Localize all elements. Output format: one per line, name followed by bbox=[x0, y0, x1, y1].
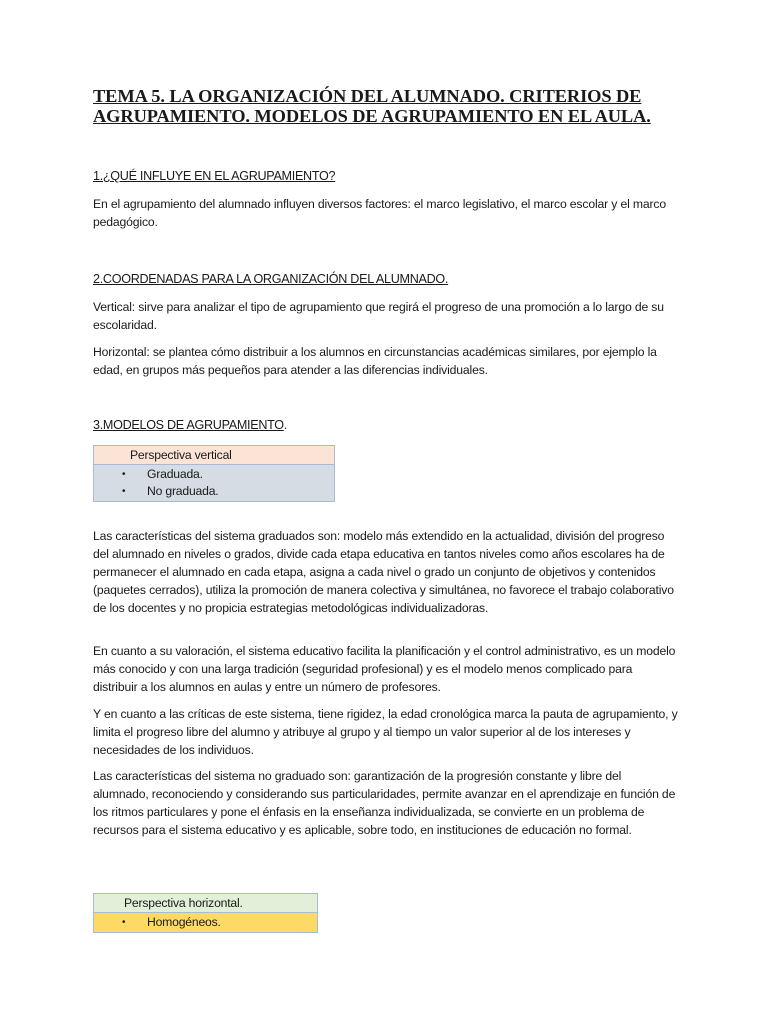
vertical-table-body bbox=[94, 465, 335, 502]
document-title: TEMA 5. LA ORGANIZACIÓN DEL ALUMNADO. CRITERIOS DE AGRUPAMIENTO. MODELOS DE AGRUPAMIENTO EN EL AULA. bbox=[93, 86, 651, 126]
section-3-heading bbox=[93, 418, 287, 432]
vertical-table-list bbox=[94, 466, 334, 500]
list-item-label: Homogéneos. bbox=[147, 915, 221, 929]
section-3-heading-text: 3.MODELOS DE AGRUPAMIENTO bbox=[93, 418, 284, 432]
section-3-heading-suffix: . bbox=[283, 418, 287, 432]
section-2-heading: 2.COORDENADAS PARA LA ORGANIZACIÓN DEL ALUMNADO. bbox=[93, 272, 449, 286]
horizontal-table-body bbox=[94, 913, 318, 933]
horizontal-table-header: Perspectiva horizontal. bbox=[94, 894, 318, 913]
section-2-paragraph-vertical: Vertical: sirve para analizar el tipo de agrupamiento que regirá el progreso de una promoción a lo largo de su escolaridad. bbox=[93, 300, 664, 332]
horizontal-table-list bbox=[94, 914, 317, 931]
list-item bbox=[94, 914, 317, 931]
list-item bbox=[94, 483, 334, 500]
list-item-label: Graduada. bbox=[147, 467, 203, 481]
vertical-table-header: Perspectiva vertical bbox=[94, 446, 335, 465]
bullet-icon: • bbox=[122, 469, 126, 480]
section-1-paragraph: En el agrupamiento del alumnado influyen diversos factores: el marco legislativo, el marco escolar y el marco pedagógico. bbox=[93, 197, 666, 229]
list-item-label: No graduada. bbox=[147, 484, 219, 498]
section-2-paragraph-horizontal: Horizontal: se plantea cómo distribuir a los alumnos en circunstancias académicas similares, por ejemplo la edad, en grupos más pequeños para atender a las diferencias individuales. bbox=[93, 345, 657, 377]
section-3-paragraph-4: Las características del sistema no graduado son: garantización de la progresión constante y libre del alumnado, reconociendo y considerando sus particularidades, permite avanzar en el aprendizaje en función de los ritmos particulares y pone el énfasis en la enseñanza individualizada, se convierte en un problema de recursos para el sistema educativo y es aplicable, sobre todo, en instituciones de educación no formal. bbox=[93, 769, 676, 837]
section-3-paragraph-2: En cuanto a su valoración, el sistema educativo facilita la planificación y el control administrativo, es un modelo más conocido y con una larga tradición (seguridad profesional) y es el modelo menos complicado para distribuir a los alumnos en aulas y entre un número de profesores. bbox=[93, 644, 676, 694]
bullet-icon: • bbox=[122, 917, 126, 928]
section-1-heading: 1.¿QUÉ INFLUYE EN EL AGRUPAMIENTO? bbox=[93, 169, 336, 183]
list-item bbox=[94, 466, 334, 483]
section-3-paragraph-1: Las características del sistema graduados son: modelo más extendido en la actualidad, división del progreso del alumnado en niveles o grados, divide cada etapa educativa en tantos niveles como años escolares ha de permanecer el alumnado en cada etapa, asigna a cada nivel o grado un conjunto de objetivos y contenidos (paquetes cerrados), utiliza la promoción de manera colectiva y simultánea, no favorece el trabajo colaborativo de los docentes y no propicia estrategias metodológicas individualizadoras. bbox=[93, 529, 674, 615]
vertical-perspective-table bbox=[93, 445, 335, 502]
section-3-paragraph-3: Y en cuanto a las críticas de este sistema, tiene rigidez, la edad cronológica marca la pauta de agrupamiento, y limita el progreso libre del alumno y atribuye al grupo y al tiempo un valor superior al de los intereses y necesidades de los individuos. bbox=[93, 707, 678, 757]
bullet-icon: • bbox=[122, 486, 126, 497]
horizontal-perspective-table bbox=[93, 893, 318, 933]
